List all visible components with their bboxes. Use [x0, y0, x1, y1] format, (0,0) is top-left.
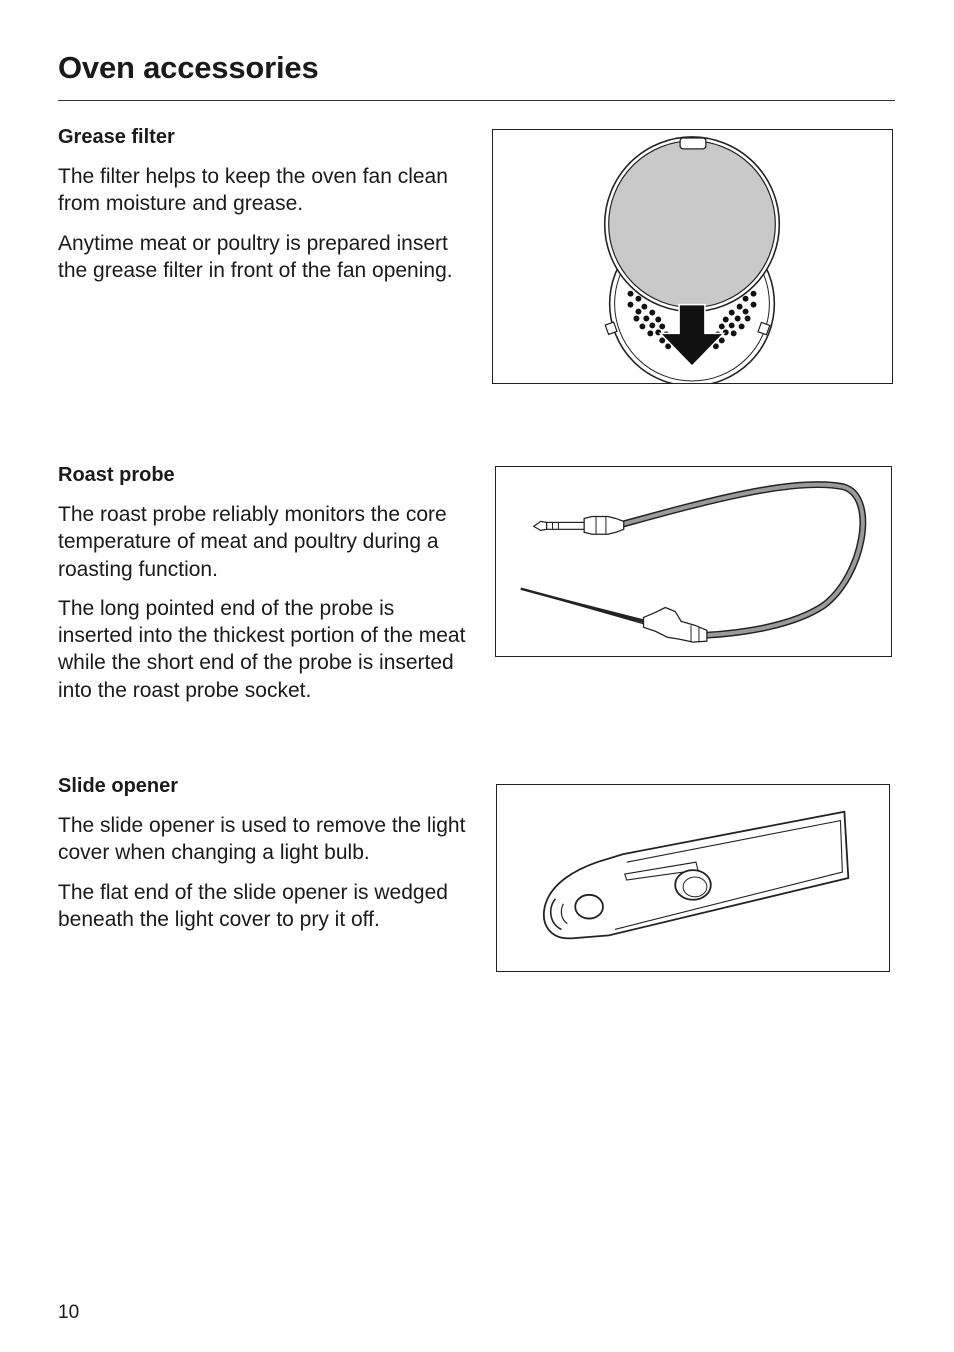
section-heading: Slide opener	[58, 775, 179, 797]
section-heading: Roast probe	[58, 464, 175, 486]
page-number: 10	[58, 1302, 80, 1323]
page-title: Oven accessories	[58, 50, 319, 85]
section-paragraph: The slide opener is used to remove the light cover when changing a light bulb.	[58, 814, 466, 865]
slide-opener-illustration	[496, 784, 890, 972]
section-heading: Grease filter	[58, 126, 175, 148]
section-paragraph: The flat end of the slide opener is wedged beneath the light cover to pry it off.	[58, 880, 448, 931]
section-paragraph: The long pointed end of the probe is inserted into the thickest portion of the meat while the short end of the probe is inserted into the roast probe socket.	[58, 596, 466, 702]
grease-filter-drawing	[493, 130, 892, 383]
section-grease-filter	[58, 126, 468, 296]
title-divider	[58, 100, 895, 101]
section-paragraph: Anytime meat or poultry is prepared insert the grease filter in front of the fan opening.	[58, 231, 453, 282]
section-roast-probe	[58, 464, 468, 716]
section-paragraph: The roast probe reliably monitors the core temperature of meat and poultry during a roasting function.	[58, 503, 447, 581]
section-slide-opener	[58, 775, 468, 945]
roast-probe-drawing	[496, 467, 891, 656]
section-paragraph: The filter helps to keep the oven fan clean from moisture and grease.	[58, 165, 448, 216]
slide-opener-drawing	[497, 785, 889, 971]
roast-probe-illustration	[495, 466, 892, 657]
grease-filter-illustration	[492, 129, 893, 384]
